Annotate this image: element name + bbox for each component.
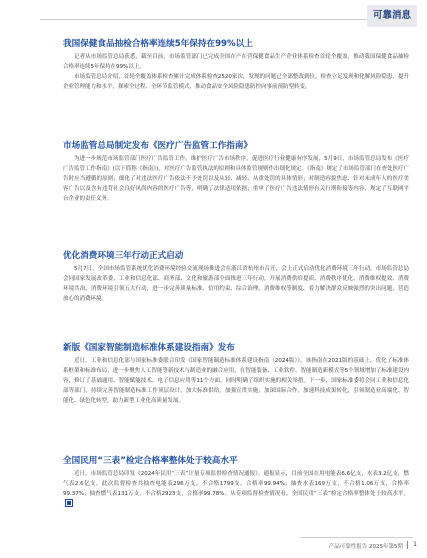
article-medical-ads xyxy=(63,140,409,205)
article-paragraph: 近日，工业和信息化部与国家标准委联合印发《国家智能制造标准体系建设指南（2024版）》。该指南在2021版的基础上，优化了标准体系框架和标准布局，进一步聚焦人工智能等新技术与制造业的融合应用，在智能装备、工业软件、智能制造新模式等5个领域增加了标准建设内容，修订了基础通用、智能赋能技术、电子信息应用等11个方面，同时明确了组织实施的相关举措。下一步，国家标准委将会同工业和信息化部等部门，持续完善智能制造标准工作顶层设计，加大标准供给，加强宣贯实施，加深国际合作，加速科技成果转化，引领制造业高端化、智能化、绿色化转型，助力新型工业化高质量发展。 xyxy=(63,358,409,404)
header-rule xyxy=(40,19,417,20)
article-three-meters xyxy=(63,455,409,510)
article-title: 全国民用“三表”检定合格率整体处于较高水平 xyxy=(63,456,238,466)
section-tag: 可靠消息 xyxy=(367,5,417,27)
footer-rule xyxy=(300,537,413,538)
article-title: 市场监管总局制定发布《医疗广告监管工作指南》 xyxy=(63,141,253,151)
article-smart-manufacturing xyxy=(63,342,409,407)
end-mark-icon xyxy=(65,499,73,507)
footer-separator xyxy=(407,541,408,549)
article-consumer-env xyxy=(63,250,409,305)
article-paragraph: 记者从市场监管总局获悉，截至目前，市场监管部门已完成全国在产在营保健食品生产企业体系检查首轮全覆盖，推动我国保健食品抽检合格率连续5年保持在99%以上。 xyxy=(63,54,409,70)
header-bar xyxy=(0,0,427,30)
page-number: 1 xyxy=(413,541,417,548)
article-title: 我国保健食品抽检合格率连续5年保持在99%以上 xyxy=(63,39,253,49)
article-paragraph xyxy=(63,470,409,510)
article-title: 新版《国家智能制造标准体系建设指南》发布 xyxy=(63,343,235,353)
article-paragraph-text: 近日，市场监管总局印发《2024年民用“三表”计量专项监督检查情况通报》。通报显示，目前全国在用电能表6.6亿支，水表3.2亿支，燃气表2.6亿支。此次监督检查共抽查电能表296万支，不合格1799支，合格率99.94%；抽查水表169万支，不合格1.06万支，合格率99.37%；抽查燃气表131万支，不合格2923支，合格率99.78%。从专项监督检查情况看，全国民用“三表”检定合格率整体处于较高水平。 xyxy=(63,471,409,497)
article-paragraph: 5月7日，全国市场监管系统优化消费环境经验交流现场推进会在浙江省杭州市召开，会上正式启动优化消费环境三年行动。市场监管总局会同国家发展改革委、工业和信息化部、商务部、文化和旅游部全面推进三年行动，开展消费供给提质、消费秩序优化、消费维权提效、消费环境共治、消费环境引领五大行动，进一步完善质量标准、信用约束、综合治理、消费维权等制度，着力解决群众反映强烈的突出问题，营造放心的消费环境。 xyxy=(63,266,409,302)
article-health-food xyxy=(63,38,409,93)
article-title: 优化消费环境三年行动正式启动 xyxy=(63,251,184,261)
article-paragraph: 市场监管总局介绍，首轮全覆盖体系检查累计完成体系检查2520家次，发现的问题已全部整改到位。检查立足发现和化解风险隐患，提升企业管理能力和水平，探索全过程、全环节监管模式，推动食品安全风险隐患防控向事前预防型转变。 xyxy=(63,73,409,90)
article-paragraph: 为进一步规范市场监管部门医疗广告监管工作，维护医疗广告市场秩序，促进医疗行业健康有序发展，5月9日，市场监管总局发布《医疗广告监管工作指南》(以下简称《指南》)，对医疗广告监管执法的原则和具体监管规则作出细化规定。《指南》规定了市场监管部门在查处医疗广告时应当遵循的原则；细化了对违法医疗广告依法不予处罚以及从轻、减轻、从重处罚的具体情形；对制造容貌焦虑、针对未成年人的医疗美容广告以及含有违背社会良好风尚内容的医疗广告等，明确了法律适用依据；重申了医疗广告违法情形有关行刑衔接等内容，规定了互联网平台企业的责任义务。 xyxy=(63,156,409,202)
footer-magazine-name: 产品可靠性报告 2025年第5期 xyxy=(328,544,403,550)
